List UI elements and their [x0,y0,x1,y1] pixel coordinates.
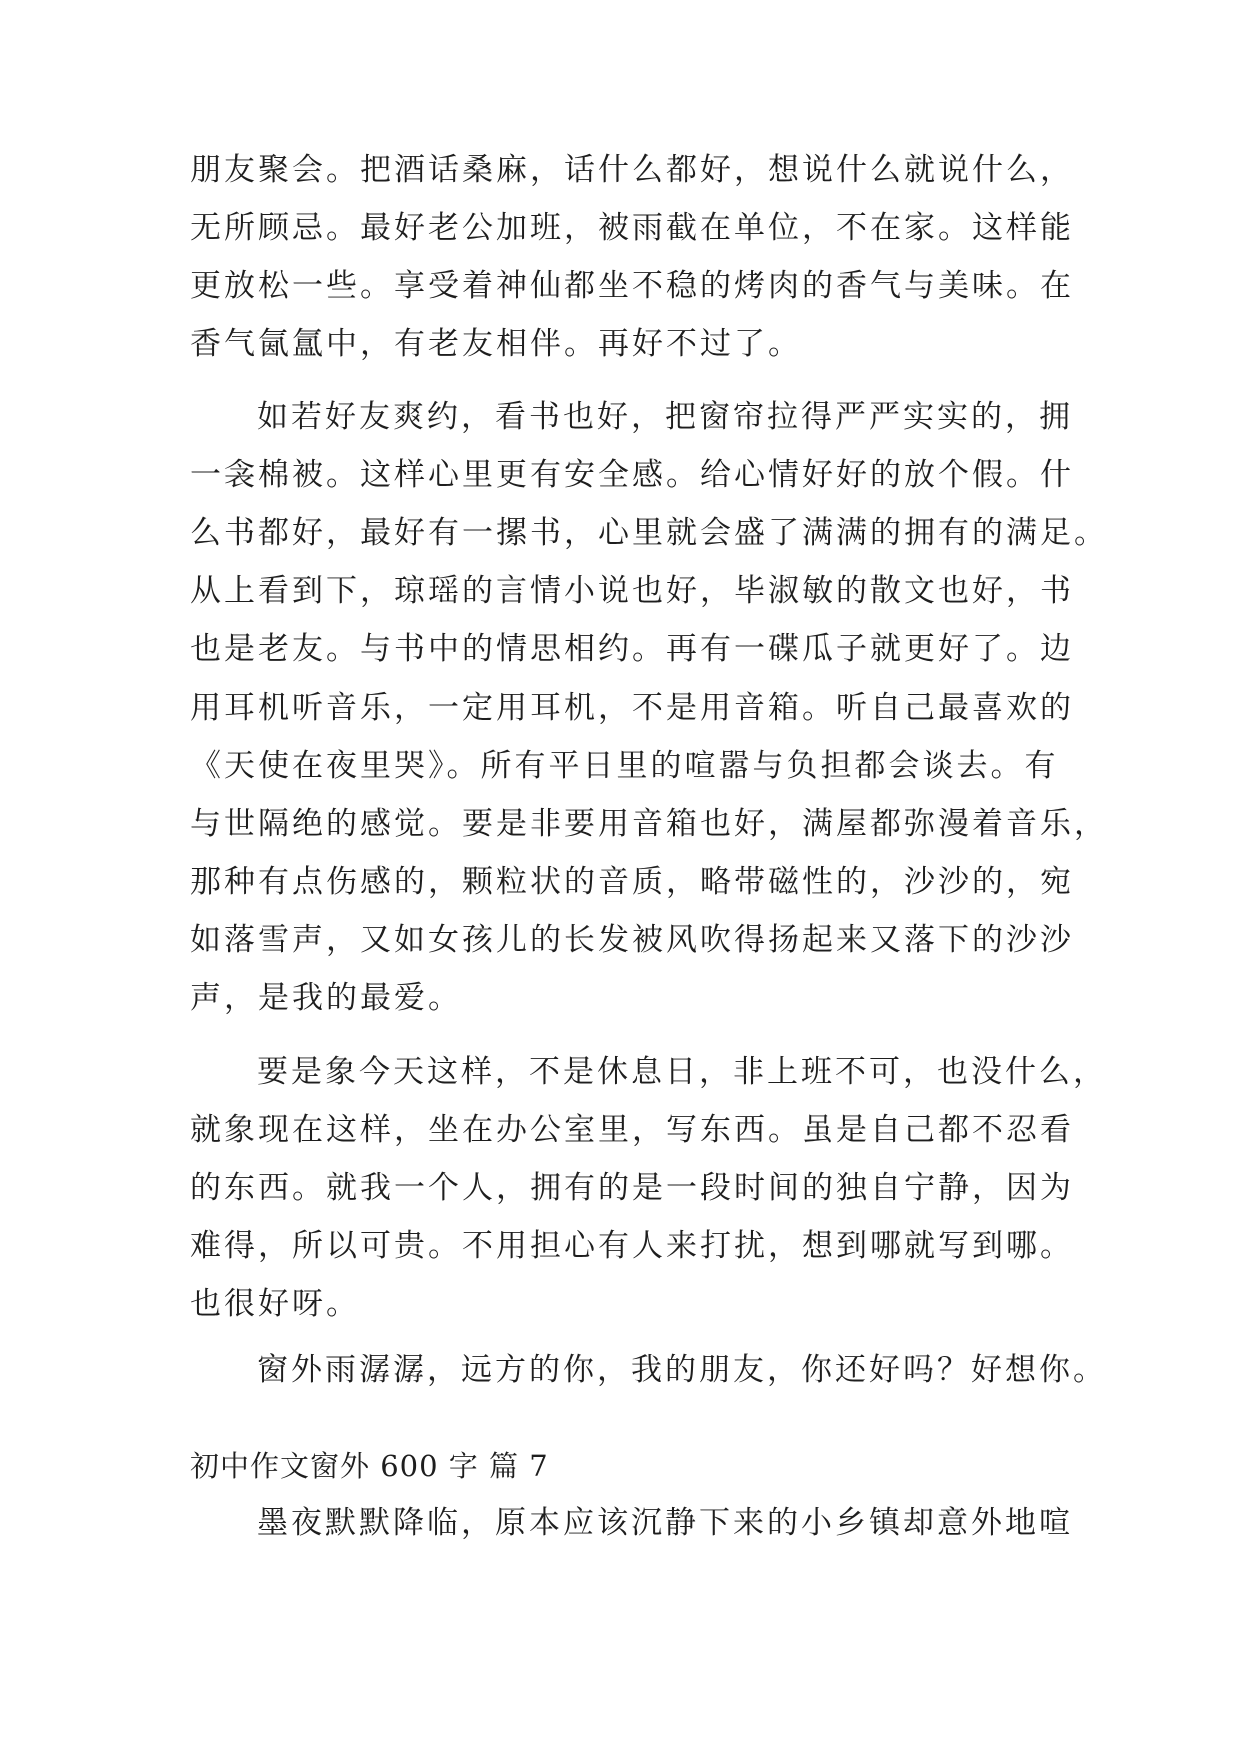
text-line: 声，是我的最爱。 [190,980,462,1016]
text-line: 那种有点伤感的，颗粒状的音质，略带磁性的，沙沙的，宛 [190,864,1074,900]
text-line: 香气氤氲中，有老友相伴。再好不过了。 [190,326,802,362]
text-line: 无所顾忌。最好老公加班，被雨截在单位，不在家。这样能 [190,210,1074,246]
paragraph-first-line: 墨夜默默降临，原本应该沉静下来的小乡镇却意外地喧 [257,1505,1073,1541]
paragraph-first-line: 窗外雨潺潺，远方的你，我的朋友，你还好吗？好想你。 [257,1352,1107,1388]
text-line: 《天使在夜里哭》。所有平日里的喧嚣与负担都会谈去。有 [190,748,1059,784]
text-line: 更放松一些。享受着神仙都坐不稳的烤肉的香气与美味。在 [190,268,1074,304]
text-line: 朋友聚会。把酒话桑麻，话什么都好，想说什么就说什么， [190,152,1074,188]
text-line: 难得，所以可贵。不用担心有人来打扰，想到哪就写到哪。 [190,1228,1074,1264]
document-page [190,0,1108,1754]
text-line: 么书都好，最好有一摞书，心里就会盛了满满的拥有的满足。 [190,515,1108,551]
paragraph-first-line: 如若好友爽约，看书也好，把窗帘拉得严严实实的，拥 [257,399,1073,435]
text-line: 用耳机听音乐，一定用耳机，不是用音箱。听自己最喜欢的 [190,690,1074,726]
text-line: 一衾棉被。这样心里更有安全感。给心情好好的放个假。什 [190,457,1074,493]
text-line: 也很好呀。 [190,1286,360,1322]
text-line: 的东西。就我一个人，拥有的是一段时间的独自宁静，因为 [190,1170,1074,1206]
text-line: 如落雪声，又如女孩儿的长发被风吹得扬起来又落下的沙沙 [190,922,1074,958]
text-line: 就象现在这样，坐在办公室里，写东西。虽是自己都不忍看 [190,1112,1074,1148]
text-line: 从上看到下，琼瑶的言情小说也好，毕淑敏的散文也好，书 [190,573,1074,609]
text-line: 与世隔绝的感觉。要是非要用音箱也好，满屋都弥漫着音乐， [190,806,1108,842]
section-heading: 初中作文窗外 600 字 篇 7 [190,1449,549,1483]
text-line: 也是老友。与书中的情思相约。再有一碟瓜子就更好了。边 [190,631,1074,667]
paragraph-first-line: 要是象今天这样，不是休息日，非上班不可，也没什么， [257,1054,1107,1090]
